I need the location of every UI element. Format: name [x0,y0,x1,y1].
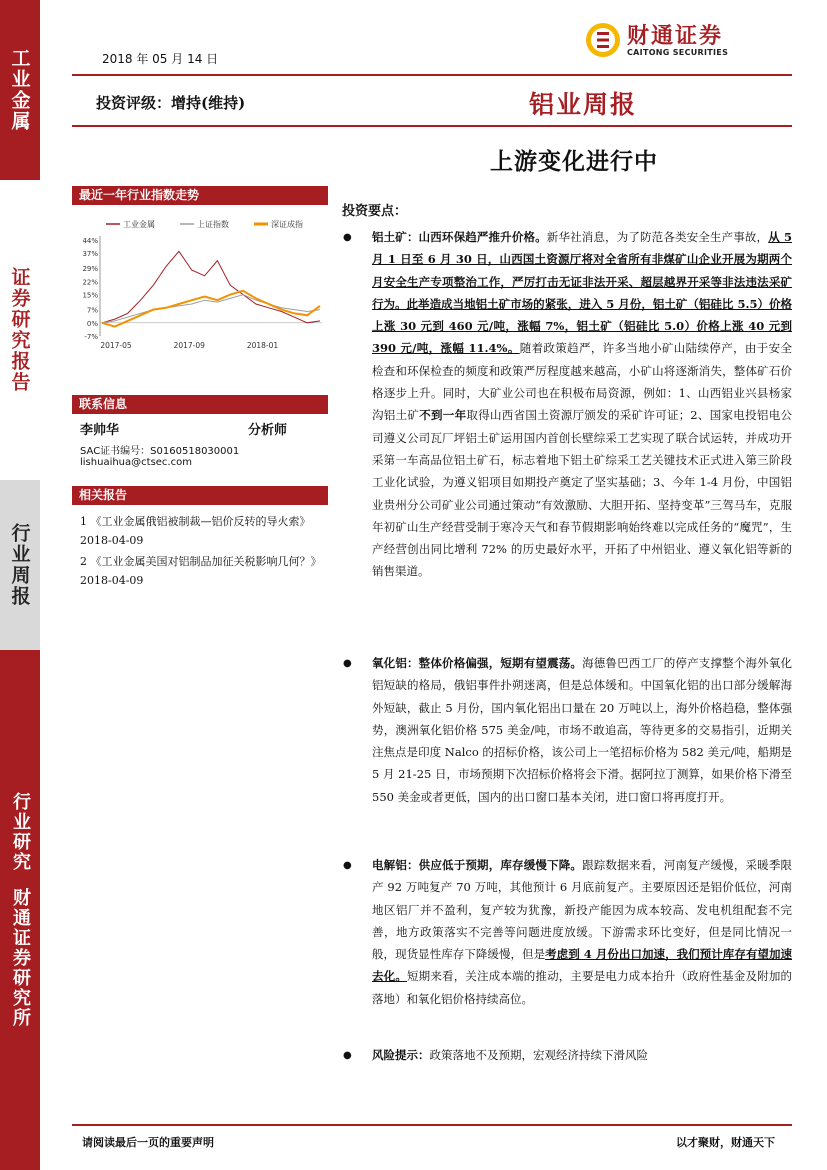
risk-heading: 风险提示： [372,1048,430,1062]
company-slogan: 以才聚财，财通天下 [676,1136,775,1149]
sac-number: SAC证书编号：S0160518030001 [80,446,240,457]
y-tick-label: 44% [82,237,98,245]
disclaimer-note: 请阅读最后一页的重要声明 [82,1136,214,1149]
analyst-name: 李帅华 [80,423,120,438]
sidebar-weekly [0,480,40,650]
sidebar-weekly-label: 行业周报 [8,523,31,607]
x-tick-label: 2018-01 [246,341,279,350]
sidebar-institute [0,650,40,1170]
sidebar [0,0,40,1170]
bauxite-text-2: 随着政策趋严，许多当地小矿山陆续停产，由于安全检查和环保检查的频度和政策严厉程度越来越高，小矿山将逐渐消失，整体矿石价格逐步上升。同时，大矿业公司也在积极布局资源，例如：1、山西铝业兴县杨家沟铝土矿 [372,341,792,423]
report-date: 2018 年 05 月 14 日 [102,52,219,66]
sidebar-industry [0,0,40,180]
sidebar-industry-label: 工业金属 [8,48,31,132]
aluminum-paragraph [372,854,792,1010]
index-chart [72,210,328,360]
bauxite-highlight: 从 5 月 1 日至 6 月 30 日，山西国土资源厅将对全省所有非煤矿山企业开展为期两个月安全生产专项整治工作，严厉打击无证非法开采、超层越界开采等非法违法采矿行为。此举造成当地铝土矿市场的紧张，进入 5 月份，铝土矿（铝硅比 5.5）价格上涨 30 元到 460 元/吨，涨幅 7%，铝土矿（铝硅比 5.0）价格上涨 40 元到 390 元/吨，涨幅 11.4%。 [372,230,793,356]
logo-cn-text: 财通证券 [627,22,724,49]
bauxite-bold: 不到一年 [419,408,467,423]
legend-label: 深证成指 [271,220,303,229]
alumina-heading: 氧化铝：整体价格偏强，短期有望震荡。 [372,656,583,670]
y-tick-label: -7% [84,333,98,341]
legend-label: 上证指数 [197,220,229,229]
y-tick-label: 7% [86,306,98,315]
legend-label: 工业金属 [123,220,155,229]
index-chart-svg [72,210,328,360]
related-report-link[interactable]: 2 《工业金属美国对铝制品加征关税影响几何？》 2018-04-09 [80,555,322,587]
bauxite-paragraph [372,226,792,583]
y-tick-label: 0% [86,319,98,328]
title-rule [72,125,792,127]
x-tick-label: 2017-09 [173,341,205,350]
bullet-icon: ● [343,1050,352,1061]
x-tick-label: 2017-05 [100,341,132,350]
bullet-icon: ● [343,232,352,243]
report-subtitle: 上游变化进行中 [490,148,658,175]
alumina-paragraph [372,652,792,808]
contact-section-header: 联系信息 [72,395,328,414]
sidebar-report-type [0,180,40,480]
sidebar-research-label: 行业研究 [10,792,31,872]
analyst-email[interactable]: lishuaihua@ctsec.com [80,457,192,468]
y-tick-label: 37% [82,250,98,259]
sidebar-institute-label: 财通证券研究所 [10,888,31,1028]
aluminum-heading: 电解铝：供应低于预期，库存缓慢下降。 [372,858,583,872]
company-logo [585,22,728,58]
alumina-text: 海德鲁巴西工厂的停产支撑整个海外氧化铝短缺的格局，俄铝事件扑朔迷离，但是总体缓和。中国氧化铝的出口部分缓解海外短缺，截止 5 月份，国内氧化铝出口量在 20 万吨以上，海外价格趋稳，整体强势，澳洲氧化铝价格 575 美金/吨，市场不敢追高，等待更多的交易指引，近期关注焦点是印度 Nalco 的招标价格，该公司上一笔招标价格为 582 美元/吨，船期是 5 月 21-25 日，市场预期下次招标价格将会下滑。据阿拉丁测算，如果价格下滑至 550 美金或者更低，国内的出口窗口基本关闭，进口窗口将再度打开。 [372,656,793,804]
chart-section-header: 最近一年行业指数走势 [72,186,328,205]
bullet-icon: ● [343,658,352,669]
bauxite-text-1: 新华社消息，为了防范各类安全生产事故， [546,230,769,244]
analyst-role: 分析师 [248,423,288,438]
investment-rating: 投资评级：增持(维持) [96,94,246,112]
aluminum-text-2: 短期来看，关注成本端的推动，主要是电力成本抬升（政府性基金及附加的落地）和氧化铝价格持续高位。 [372,969,792,1006]
bauxite-text-3: 取得山西省国土资源厅颁发的采矿许可证；2、国家电投铝电公司遵义公司瓦厂坪铝土矿运用国内首创长壁综采工艺实现了联合试运转，并成功开采第一车高品位铝土矿石，标志着地下铝土矿综采工艺关键技术正式进入第三阶段工业化试验，为遵义铝项目如期投产奠定了坚实基础；3、今年 1-4 月份，中国铝业贵州分公司矿业公司通过策动“有效激励、大胆开拓、坚持变革”三驾马车，克服年初矿山生产经营受制于寒冷天气和春节假期影响始终难以完成任务的“魔咒”，生产经营创出同比增利 72% 的历史最好水平，开拓了中州铝业、遵义氧化铝等新的销售渠道。 [372,408,792,579]
risk-paragraph [372,1044,792,1066]
related-section-header: 相关报告 [72,486,328,505]
aluminum-highlight: 考虑到 4 月份出口加速，我们预计库存有望加速去化。 [372,947,792,984]
key-points-label: 投资要点： [342,204,408,219]
y-tick-label: 22% [82,278,98,287]
footer-rule [72,1124,792,1126]
header-rule [72,74,792,76]
report-title: 铝业周报 [528,90,637,119]
y-tick-label: 15% [82,291,98,300]
sidebar-report-type-label: 证券研究报告 [8,267,31,393]
aluminum-text-1: 跟踪数据来看，河南复产缓慢，采暖季限产 92 万吨复产 70 万吨，其他预计 6 月底前复产。主要原因还是铝价低位，河南地区铝厂并不盈利，复产较为犹豫，新投产能因为成本较高、发电机组配套不完善，地方政策落实不完善等问题进度放缓。下游需求环比变好，但是同比情况一般，现货显性库存下降缓慢，但是 [372,858,793,962]
y-tick-label: 29% [82,265,98,274]
related-report-link[interactable]: 1 《工业金属俄铝被制裁—铝价反转的导火索》 2018-04-09 [80,515,311,547]
logo-coin-icon [585,22,621,58]
bullet-icon: ● [343,860,352,871]
logo-en-text: CAITONG SECURITIES [627,47,729,57]
risk-text: 政策落地不及预期，宏观经济持续下滑风险 [429,1048,648,1062]
bauxite-heading: 铝土矿：山西环保趋严推升价格。 [372,230,547,244]
